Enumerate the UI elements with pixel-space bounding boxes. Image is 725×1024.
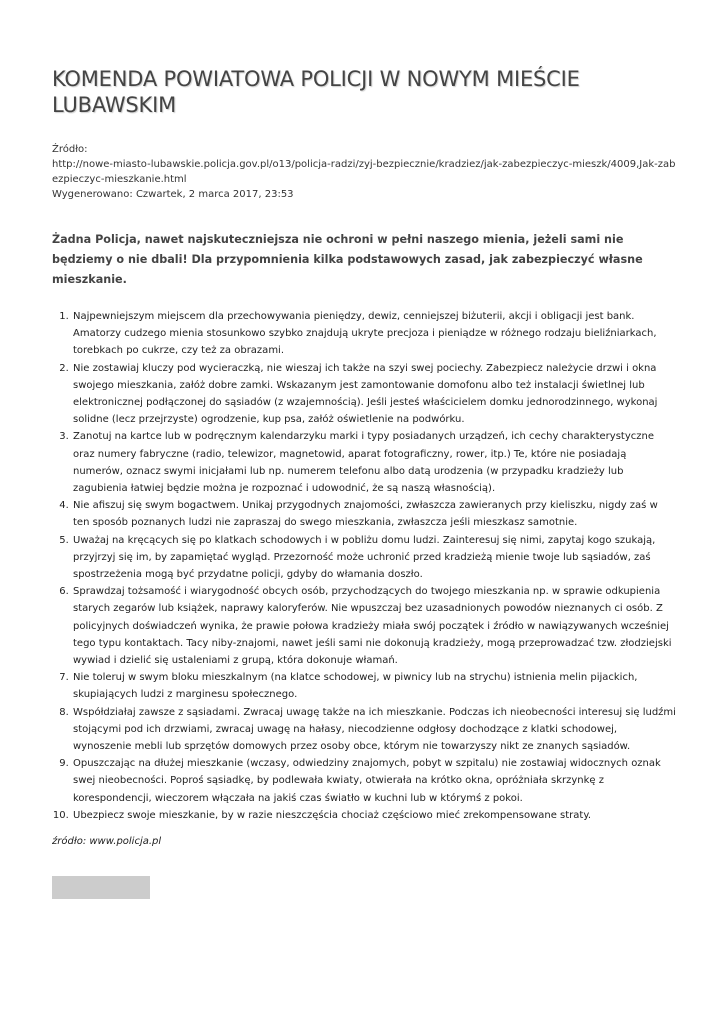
source-block — [52, 142, 677, 202]
list-item: 9. Opuszczając na dłużej mieszkanie (wczasy, odwiedziny znajomych, pobyt w szpitalu) nie zostawiaj widocznych oznak swej nieobecności. Poproś sąsiadkę, by podlewała kwiaty, otwierała na krótko okna, opróżniała skrzynkę z korespondencji, wieczorem włączała na jakiś czas światło w kuchni lub w którymś z pokoi. — [72, 755, 677, 807]
source-url[interactable]: http://nowe-miasto-lubawskie.policja.gov.pl/o13/policja-radzi/zyj-bezpiecznie/kradziez/jak-zabezpieczyc-mieszk/4009,Jak-zabezpieczyc-mieszkanie.html — [52, 159, 676, 185]
list-item: 2. Nie zostawiaj kluczy pod wycieraczką, nie wieszaj ich także na szyi swej pociechy. Zabezpiecz należycie drzwi i okna swojego mieszkania, załóż dobre zamki. Wskazanym jest zamontowanie domofonu albo też instalacji świetlnej lub elektronicznej podłączonej do sąsiadów (z wzajemnością). Jeśli jesteś właścicielem domku jednorodzinnego, wykonaj solidne (lecz przejrzyste) ogrodzenie, kup psa, załóż oświetlenie na podwórku. — [72, 360, 677, 429]
document-page — [52, 66, 677, 847]
list-item: 5. Uważaj na kręcących się po klatkach schodowych i w pobliżu domu ludzi. Zainteresuj się nimi, zapytaj kogo szukają, przyjrzyj się im, by zapamiętać wygląd. Przezorność może uchronić przed kradzieżą mienie twoje lub sąsiadów, zaś spostrzeżenia mogą być przydatne policji, gdyby do włamania doszło. — [72, 532, 677, 584]
article-lead: Żadna Policja, nawet najskuteczniejsza nie ochroni w pełni naszego mienia, jeżeli sami nie będziemy o nie dbali! Dla przypomnienia kilka podstawowych zasad, jak zabezpieczyć własne mieszkanie. — [52, 233, 643, 286]
tips-list — [52, 308, 677, 824]
list-item: 10. Ubezpiecz swoje mieszkanie, by w razie nieszczęścia chociaż częściowo mieć zrekompensowane straty. — [72, 807, 677, 824]
image-placeholder — [52, 876, 150, 899]
page-title: KOMENDA POWIATOWA POLICJI W NOWYM MIEŚCIE LUBAWSKIM — [52, 67, 580, 117]
list-item: 6. Sprawdzaj tożsamość i wiarygodność obcych osób, przychodzących do twojego mieszkania np. w sprawie odkupienia starych zegarów lub książek, naprawy kaloryferów. Nie wpuszczaj bez uzasadnionych powodów nieznanych ci osób. Z policyjnych doświadczeń wynika, że prawie połowa kradzieży miała swój początek i źródło w nawiązywanych wcześniej tego typu kontaktach. Tacy niby-znajomi, nawet jeśli sami nie dokonują kradzieży, mogą przeprowadzać tzw. złodziejski wywiad i dzielić się ustaleniami z grupą, która dokonuje włamań. — [72, 583, 677, 669]
generated-date: Wygenerowano: Czwartek, 2 marca 2017, 23:53 — [52, 189, 294, 200]
list-item: 1. Najpewniejszym miejscem dla przechowywania pieniędzy, dewiz, cenniejszej biżuterii, akcji i obligacji jest bank. Amatorzy cudzego mienia stosunkowo szybko znajdują ukryte precjoza i pieniądze w różnego rodzaju bieliźniarkach, torebkach po cukrze, czy też za obrazami. — [72, 308, 677, 360]
list-item: 7. Nie toleruj w swym bloku mieszkalnym (na klatce schodowej, w piwnicy lub na strychu) istnienia melin pijackich, skupiających ludzi z marginesu społecznego. — [72, 669, 677, 703]
list-item: 8. Współdziałaj zawsze z sąsiadami. Zwracaj uwagę także na ich mieszkanie. Podczas ich nieobecności interesuj się ludźmi stojącymi pod ich drzwiami, zwracaj uwagę na hałasy, niecodzienne odgłosy dochodzące z klatki schodowej, wynoszenie mebli lub sprzętów domowych przez osoby obce, którym nie towarzyszy nikt ze znanych sąsiadów. — [72, 704, 677, 756]
source-label: Źródło: — [52, 144, 88, 155]
list-item: 3. Zanotuj na kartce lub w podręcznym kalendarzyku marki i typy posiadanych urządzeń, ich cechy charakterystyczne oraz numery fabryczne (radio, telewizor, magnetowid, aparat fotograficzny, rower, itp.) Te, które nie posiadają numerów, oznacz swymi inicjałami lub np. numerem telefonu albo datą urodzenia (w przypadku kradzieży lub zagubienia łatwiej będzie można je rozpoznać i udowodnić, że są naszą własnością). — [72, 428, 677, 497]
list-item: 4. Nie afiszuj się swym bogactwem. Unikaj przygodnych znajomości, zwłaszcza zawieranych przy kieliszku, nigdy zaś w ten sposób poznanych ludzi nie zapraszaj do swego mieszkania, zwłaszcza jeśli mieszkasz samotnie. — [72, 497, 677, 531]
footer-source: źródło: www.policja.pl — [52, 836, 162, 848]
